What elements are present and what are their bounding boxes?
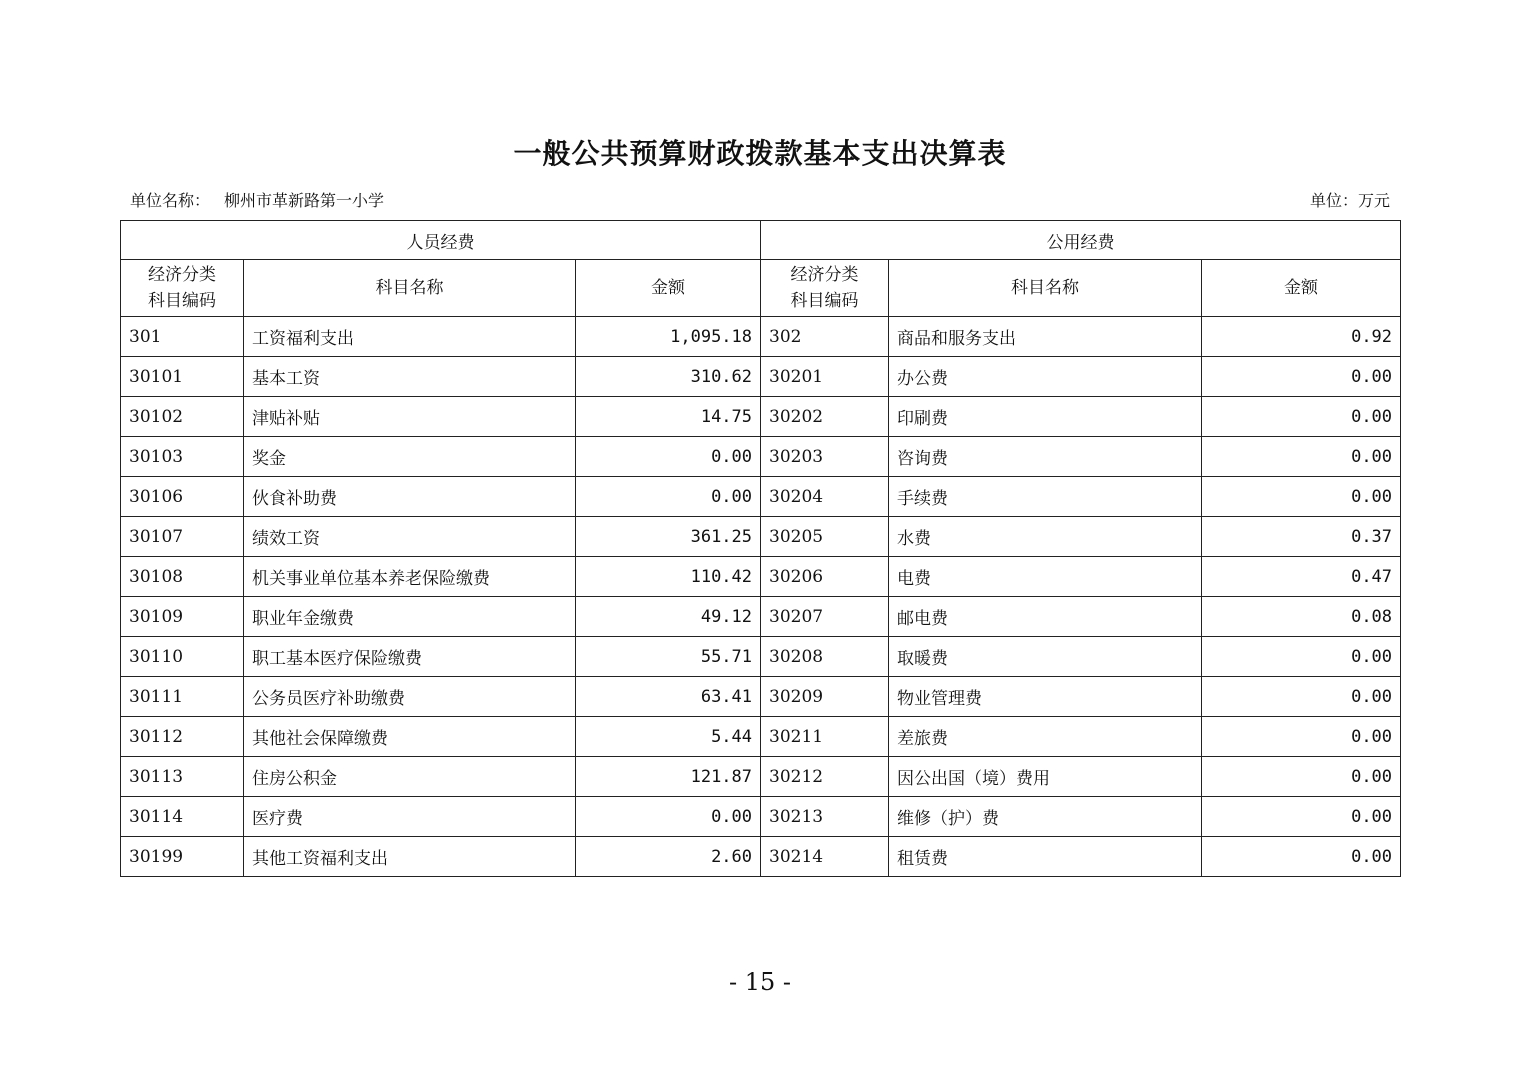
public-code-cell: 30211 bbox=[761, 717, 889, 757]
table-row bbox=[121, 837, 1401, 877]
public-code-cell: 30204 bbox=[761, 477, 889, 517]
public-code-cell: 30214 bbox=[761, 837, 889, 877]
code-header-line2: 科目编码 bbox=[790, 291, 859, 311]
public-name-cell: 商品和服务支出 bbox=[889, 317, 1202, 357]
public-amount-cell: 0.00 bbox=[1202, 837, 1401, 877]
public-code-cell: 302 bbox=[761, 317, 889, 357]
personnel-name-cell: 其他社会保障缴费 bbox=[244, 717, 576, 757]
public-code-cell: 30213 bbox=[761, 797, 889, 837]
personnel-name-cell: 住房公积金 bbox=[244, 757, 576, 797]
public-name-cell: 水费 bbox=[889, 517, 1202, 557]
personnel-amount-cell: 14.75 bbox=[576, 397, 761, 437]
public-amount-cell: 0.00 bbox=[1202, 757, 1401, 797]
public-name-cell: 咨询费 bbox=[889, 437, 1202, 477]
public-amount-cell: 0.08 bbox=[1202, 597, 1401, 637]
expenditure-table bbox=[120, 220, 1401, 877]
personnel-code-cell: 301 bbox=[121, 317, 244, 357]
public-name-cell: 租赁费 bbox=[889, 837, 1202, 877]
public-name-cell: 邮电费 bbox=[889, 597, 1202, 637]
public-amount-cell: 0.00 bbox=[1202, 357, 1401, 397]
public-amount-cell: 0.00 bbox=[1202, 677, 1401, 717]
personnel-code-cell: 30114 bbox=[121, 797, 244, 837]
personnel-name-cell: 奖金 bbox=[244, 437, 576, 477]
public-amount-cell: 0.00 bbox=[1202, 797, 1401, 837]
code-header-line2: 科目编码 bbox=[148, 291, 216, 311]
table-row bbox=[121, 717, 1401, 757]
personnel-code-cell: 30110 bbox=[121, 637, 244, 677]
public-name-cell: 电费 bbox=[889, 557, 1202, 597]
personnel-code-cell: 30101 bbox=[121, 357, 244, 397]
personnel-amount-cell: 0.00 bbox=[576, 477, 761, 517]
personnel-code-cell: 30108 bbox=[121, 557, 244, 597]
page-number: - 15 - bbox=[728, 968, 791, 996]
personnel-code-cell: 30107 bbox=[121, 517, 244, 557]
public-code-cell: 30203 bbox=[761, 437, 889, 477]
public-name-cell: 因公出国（境）费用 bbox=[889, 757, 1202, 797]
table-row bbox=[121, 597, 1401, 637]
table-row bbox=[121, 557, 1401, 597]
group-header-personnel: 人员经费 bbox=[121, 221, 761, 260]
currency-unit: 单位：万元 bbox=[1309, 191, 1390, 210]
table-row bbox=[121, 437, 1401, 477]
personnel-amount-cell: 5.44 bbox=[576, 717, 761, 757]
public-amount-cell: 0.00 bbox=[1202, 477, 1401, 517]
table-body bbox=[121, 317, 1401, 877]
column-header-row bbox=[121, 260, 1401, 317]
group-header-row bbox=[121, 221, 1401, 260]
personnel-amount-cell: 0.00 bbox=[576, 437, 761, 477]
personnel-code-cell: 30113 bbox=[121, 757, 244, 797]
unit-name: 柳州市革新路第一小学 bbox=[224, 191, 385, 210]
personnel-name-cell: 医疗费 bbox=[244, 797, 576, 837]
personnel-amount-cell: 55.71 bbox=[576, 637, 761, 677]
column-header-name: 科目名称 bbox=[244, 260, 576, 317]
table-row bbox=[121, 357, 1401, 397]
column-header-code bbox=[761, 260, 889, 317]
personnel-name-cell: 其他工资福利支出 bbox=[244, 837, 576, 877]
public-name-cell: 取暖费 bbox=[889, 637, 1202, 677]
personnel-name-cell: 伙食补助费 bbox=[244, 477, 576, 517]
personnel-name-cell: 基本工资 bbox=[244, 357, 576, 397]
personnel-name-cell: 职工基本医疗保险缴费 bbox=[244, 637, 576, 677]
personnel-code-cell: 30102 bbox=[121, 397, 244, 437]
personnel-amount-cell: 2.60 bbox=[576, 837, 761, 877]
personnel-code-cell: 30106 bbox=[121, 477, 244, 517]
public-code-cell: 30205 bbox=[761, 517, 889, 557]
public-code-cell: 30208 bbox=[761, 637, 889, 677]
public-name-cell: 差旅费 bbox=[889, 717, 1202, 757]
table-row bbox=[121, 477, 1401, 517]
page-title: 一般公共预算财政拨款基本支出决算表 bbox=[513, 137, 1007, 170]
table-row bbox=[121, 397, 1401, 437]
personnel-name-cell: 工资福利支出 bbox=[244, 317, 576, 357]
table-row bbox=[121, 637, 1401, 677]
public-amount-cell: 0.92 bbox=[1202, 317, 1401, 357]
personnel-code-cell: 30111 bbox=[121, 677, 244, 717]
personnel-amount-cell: 1,095.18 bbox=[576, 317, 761, 357]
public-code-cell: 30206 bbox=[761, 557, 889, 597]
public-code-cell: 30202 bbox=[761, 397, 889, 437]
personnel-code-cell: 30109 bbox=[121, 597, 244, 637]
personnel-amount-cell: 63.41 bbox=[576, 677, 761, 717]
public-amount-cell: 0.00 bbox=[1202, 637, 1401, 677]
public-name-cell: 维修（护）费 bbox=[889, 797, 1202, 837]
public-amount-cell: 0.37 bbox=[1202, 517, 1401, 557]
public-code-cell: 30209 bbox=[761, 677, 889, 717]
personnel-amount-cell: 0.00 bbox=[576, 797, 761, 837]
table-row bbox=[121, 317, 1401, 357]
public-amount-cell: 0.00 bbox=[1202, 397, 1401, 437]
personnel-amount-cell: 49.12 bbox=[576, 597, 761, 637]
personnel-code-cell: 30199 bbox=[121, 837, 244, 877]
personnel-code-cell: 30103 bbox=[121, 437, 244, 477]
public-name-cell: 印刷费 bbox=[889, 397, 1202, 437]
public-code-cell: 30212 bbox=[761, 757, 889, 797]
personnel-name-cell: 公务员医疗补助缴费 bbox=[244, 677, 576, 717]
personnel-name-cell: 职业年金缴费 bbox=[244, 597, 576, 637]
column-header-amount: 金额 bbox=[1202, 260, 1401, 317]
table-row bbox=[121, 757, 1401, 797]
unit-info bbox=[130, 188, 384, 211]
public-amount-cell: 0.47 bbox=[1202, 557, 1401, 597]
table-row bbox=[121, 797, 1401, 837]
column-header-code bbox=[121, 260, 244, 317]
personnel-amount-cell: 361.25 bbox=[576, 517, 761, 557]
column-header-amount: 金额 bbox=[576, 260, 761, 317]
column-header-name: 科目名称 bbox=[889, 260, 1202, 317]
code-header-line1: 经济分类 bbox=[790, 265, 859, 285]
public-code-cell: 30207 bbox=[761, 597, 889, 637]
unit-label: 单位名称： bbox=[130, 191, 211, 210]
public-amount-cell: 0.00 bbox=[1202, 717, 1401, 757]
personnel-amount-cell: 110.42 bbox=[576, 557, 761, 597]
group-header-public: 公用经费 bbox=[761, 221, 1401, 260]
personnel-name-cell: 绩效工资 bbox=[244, 517, 576, 557]
public-code-cell: 30201 bbox=[761, 357, 889, 397]
table-row bbox=[121, 677, 1401, 717]
personnel-amount-cell: 121.87 bbox=[576, 757, 761, 797]
public-name-cell: 手续费 bbox=[889, 477, 1202, 517]
personnel-name-cell: 津贴补贴 bbox=[244, 397, 576, 437]
personnel-amount-cell: 310.62 bbox=[576, 357, 761, 397]
public-amount-cell: 0.00 bbox=[1202, 437, 1401, 477]
code-header-line1: 经济分类 bbox=[148, 265, 216, 285]
personnel-code-cell: 30112 bbox=[121, 717, 244, 757]
public-name-cell: 物业管理费 bbox=[889, 677, 1202, 717]
public-name-cell: 办公费 bbox=[889, 357, 1202, 397]
personnel-name-cell: 机关事业单位基本养老保险缴费 bbox=[244, 557, 576, 597]
table-row bbox=[121, 517, 1401, 557]
